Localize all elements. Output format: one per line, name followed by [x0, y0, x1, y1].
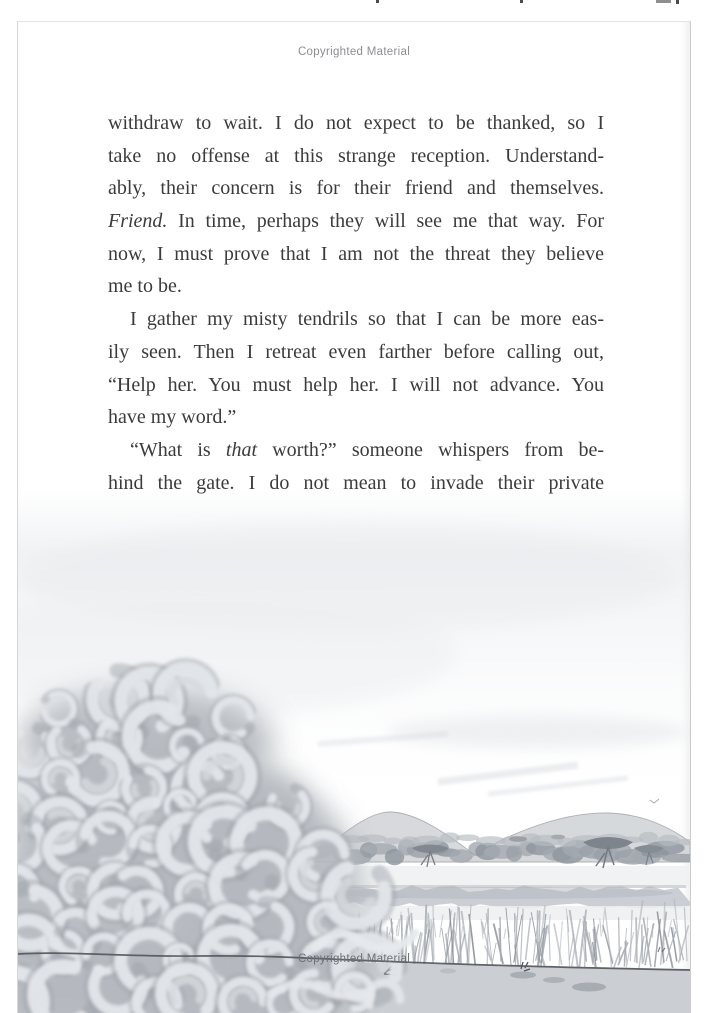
- text-line: have my word.”: [108, 406, 237, 429]
- page-text: [108, 107, 604, 499]
- book-page: [17, 21, 691, 1013]
- text-line: “Help her. You must help her. I will not advance. You: [108, 373, 604, 396]
- book-illustration: [18, 482, 690, 1013]
- text-line: Friend. In time, perhaps they will see me that way. For: [108, 210, 604, 233]
- text-line: “What is that worth?” someone whispers from be-: [130, 438, 604, 461]
- watermark-bottom: Copyrighted Material: [297, 953, 411, 965]
- text-line: I gather my misty tendrils so that I can be more eas-: [130, 308, 604, 331]
- text-line: ily seen. Then I retreat even farther before calling out,: [108, 340, 604, 363]
- text-line: take no offense at this strange reception. Understand-: [108, 144, 604, 167]
- cropped-text-glyph: [520, 0, 523, 3]
- text-line: me to be.: [108, 275, 182, 298]
- cropped-text-glyph: [376, 0, 379, 3]
- watermark-top: Copyrighted Material: [297, 46, 411, 58]
- text-line: ably, their concern is for their friend and themselves.: [108, 177, 604, 200]
- text-line: hind the gate. I do not mean to invade their private: [108, 471, 604, 494]
- cropped-text-glyph: [676, 0, 679, 4]
- cropped-bar-icon[interactable]: [656, 0, 671, 3]
- bird-mark: [650, 799, 659, 803]
- text-line: withdraw to wait. I do not expect to be thanked, so I: [108, 112, 604, 134]
- text-line: now, I must prove that I am not the threat they believe: [108, 242, 604, 265]
